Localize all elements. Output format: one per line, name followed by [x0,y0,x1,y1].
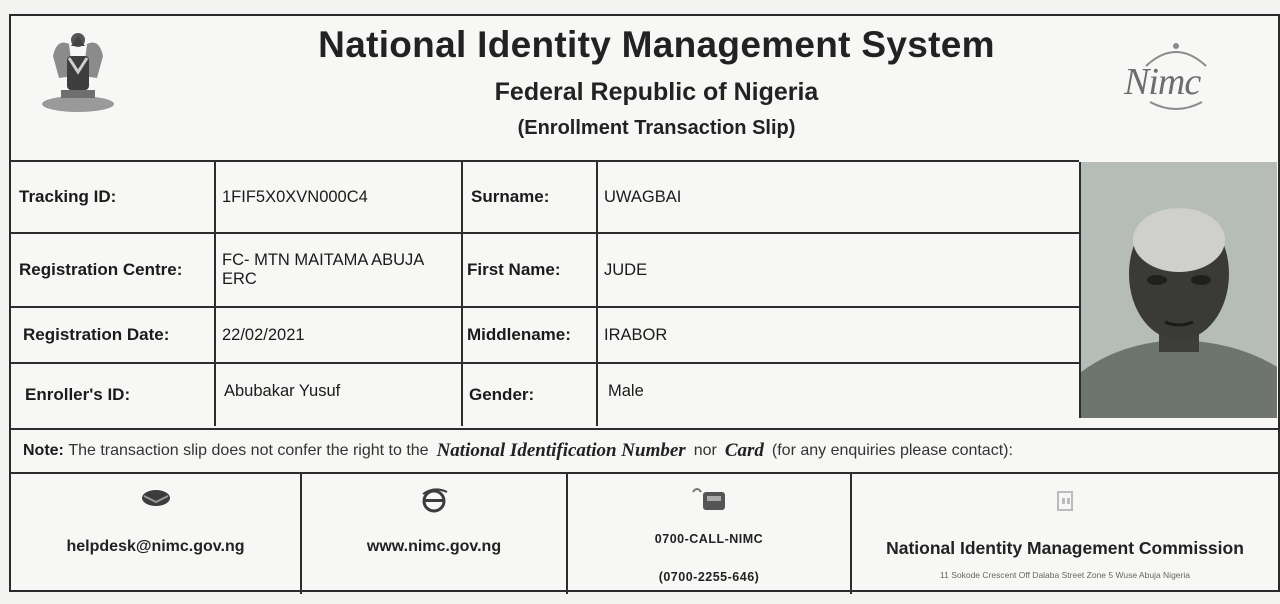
enroller-id-value: Abubakar Yusuf [214,362,461,426]
page-title: National Identity Management System [318,24,995,65]
note-emphasis-nin: National Identification Number [436,440,686,461]
first-name-value: JUDE [596,232,1079,306]
contacts-row [11,472,1278,594]
note-text-3: (for any enquiries please contact): [771,442,1013,459]
note-bar [11,428,1278,472]
phone-number[interactable]: 0700-CALL-NIMC [654,532,764,546]
phone-number-digits: (0700-2255-646) [658,570,760,584]
middlename-value: IRABOR [596,306,1079,362]
contact-organization [850,474,1278,594]
building-icon [852,486,1278,516]
registration-centre-line2: ERC [222,270,257,288]
surname-label: Surname: [461,160,596,232]
note-prefix: Note: [23,442,64,459]
web-icon [302,486,566,516]
phone-icon [568,486,850,516]
email-link[interactable]: helpdesk@nimc.gov.ng [66,538,245,555]
website-link[interactable]: www.nimc.gov.ng [366,538,502,555]
note-text-1: The transaction slip does not confer the right to the [68,442,429,459]
passport-photo [1079,162,1277,418]
contact-email [11,474,300,594]
note-text-2: nor [693,442,717,459]
email-icon [11,486,300,516]
registration-centre-value [214,232,461,306]
note-emphasis-card: Card [724,440,764,461]
gender-value: Male [596,362,1079,426]
registration-date-value: 22/02/2021 [214,306,461,362]
organization-address: 11 Sokode Crescent Off Dalaba Street Zone 5 Wuse Abuja Nigeria [940,570,1190,580]
enrollment-slip [9,14,1280,592]
gender-label: Gender: [461,362,596,426]
surname-value: UWAGBAI [596,160,1079,232]
tracking-id-label: Tracking ID: [11,160,214,232]
slip-name: (Enrollment Transaction Slip) [517,117,796,139]
enroller-id-label: Enroller's ID: [11,362,214,426]
tracking-id-value: 1FIF5X0XVN000C4 [214,160,461,232]
page-subtitle: Federal Republic of Nigeria [494,78,819,106]
registration-date-label: Registration Date: [11,306,214,362]
contact-phone [566,474,850,594]
middlename-label: Middlename: [461,306,596,362]
registration-centre-line1: FC- MTN MAITAMA ABUJA [222,251,425,269]
nimc-logo-text: Nimc [1124,61,1201,103]
contact-website [300,474,566,594]
nimc-logo-icon [1116,38,1236,118]
organization-name: National Identity Management Commission [886,538,1244,558]
first-name-label: First Name: [461,232,596,306]
registration-centre-label: Registration Centre: [11,232,214,306]
